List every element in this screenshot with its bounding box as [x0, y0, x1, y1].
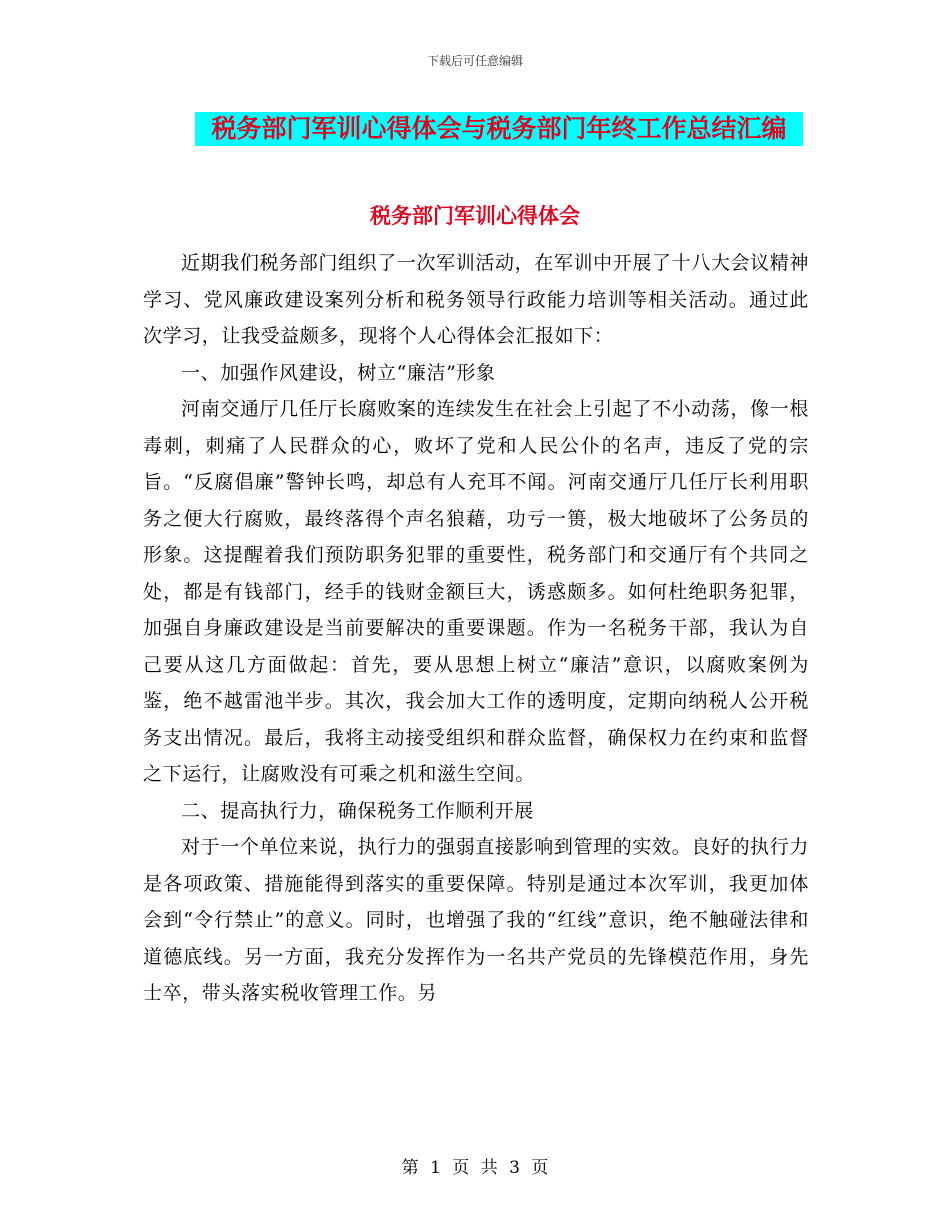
header-note: 下载后可任意编辑: [426, 54, 523, 68]
document-main-title: 税务部门军训心得体会与税务部门年终工作总结汇编: [195, 112, 803, 146]
heading-section-1: 一、加强作风建设，树立“廉洁”形象: [181, 361, 496, 384]
paragraph-section-1: 河南交通厅几任厅长腐败案的连续发生在社会上引起了不小动荡，像一根毒刺，刺痛了人民群众的心，败坏了党和人民公仆的名声，违反了党的宗旨。“反腐倡廉”警钟长鸣，却总有人充耳不闻。河南交通厅几任厅长利用职务之便大行腐败，最终落得个声名狼藉，功亏一篑，极大地破坏了公务员的形象。这提醒着我们预防职务犯罪的重要性，税务部门和交通厅有个共同之处，都是有钱部门，经手的钱财金额巨大，诱惑颇多。如何杜绝职务犯罪，加强自身廉政建设是当前要解决的重要课题。作为一名税务干部，我认为自己要从这几方面做起：首先，要从思想上树立“廉洁”意识，以腐败案例为鉴，绝不越雷池半步。其次，我会加大工作的透明度，定期向纳税人公开税务支出情况。最后，我将主动接受组织和群众监督，确保权力在约束和监督之下运行，让腐败没有可乘之机和滋生空间。: [143, 398, 809, 785]
paragraph-section-2: 对于一个单位来说，执行力的强弱直接影响到管理的实效。良好的执行力是各项政策、措施能得到落实的重要保障。特别是通过本次军训，我更加体会到“令行禁止”的意义。同时，也增强了我的“红线”意识，绝不触碰法律和道德底线。另一方面，我充分发挥作为一名共产党员的先锋模范作用，身先士卒，带头落实税收管理工作。另: [143, 836, 809, 1004]
page-number-footer: 第 1 页 共 3 页: [401, 1158, 549, 1178]
heading-section-2: 二、提高执行力，确保税务工作顺利开展: [181, 799, 534, 822]
document-body: [143, 245, 809, 1012]
paragraph-intro: 近期我们税务部门组织了一次军训活动，在军训中开展了十八大会议精神学习、党风廉政建设案列分析和税务领导行政能力培训等相关活动。通过此次学习，让我受益颇多，现将个人心得体会汇报如下：: [143, 252, 809, 347]
section-title: 税务部门军训心得体会: [370, 204, 580, 228]
